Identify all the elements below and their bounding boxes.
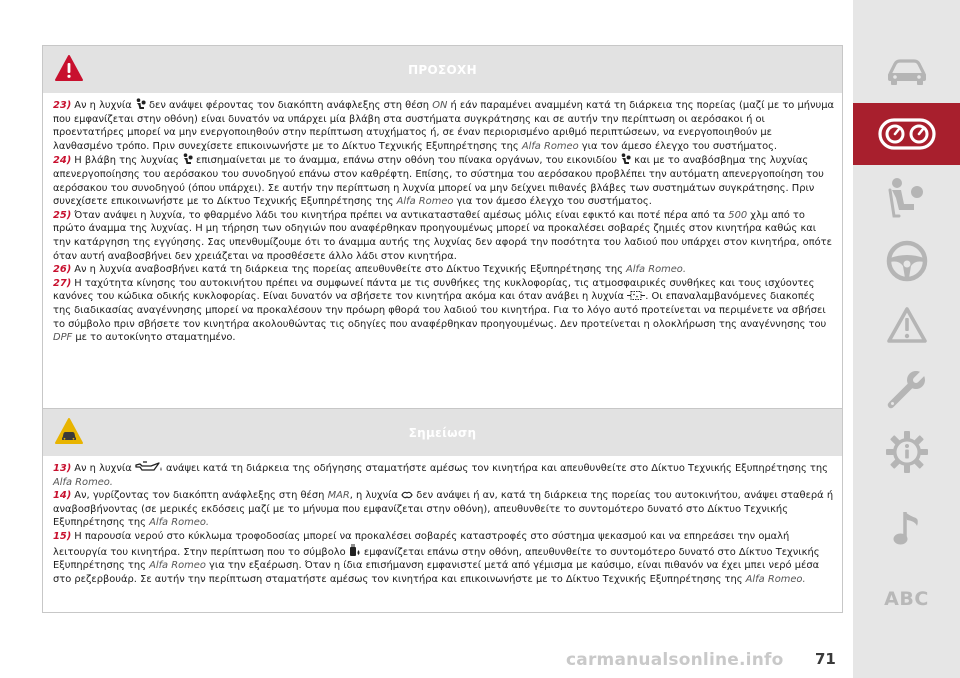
warning-item-23: 23) Αν η λυχνία δεν ανάψει φέροντας τον διακόπτη ανάφλεξης στη θέση ON ή εάν παραμένει αναμμένη κατά τη διάρκεια της πορείας (μαζί με το μήνυμα που εμφανίζεται στην οθόνη) είναι δυνατόν να υπάρχει μία βλάβη στα συστήματα συγκράτησης και σε αυτήν την περίπτωση οι αερόσακοι ή οι προεντατήρες μπορεί να μην ενεργοποιηθούν στην περίπτωση ατυχήματος ή, σε έναν περιορισμένο αριθμό περιπτώσεων, να ενεργοποιηθούν με λανθασμένο τρόπο. Πριν συνεχίσετε επικοινωνήστε με το Δίκτυο Τεχνικής Εξυπηρέτησης της Alfa Romeo για τον άμεσο έλεγχο του συστήματος. xyxy=(53,100,835,152)
sidebar-item-technical[interactable] xyxy=(853,421,960,483)
glow-plug-icon xyxy=(401,490,413,500)
water-in-fuel-icon xyxy=(349,544,361,557)
note-title: Σημείωση xyxy=(408,425,477,440)
wrench-icon xyxy=(886,368,928,410)
warning-item-27: 27) Η ταχύτητα κίνησης του αυτοκινήτου πρέπει να συμφωνεί πάντα με τις συνθήκες της κυκλοφορίας, τις ατμοσφαιρικές συνθήκες και τους ισχύοντες κανόνες του κώδικα οδικής κυκλοφορίας. Είναι δυνατόν να σβήσετε τον κινητήρα ακόμα και όταν ανάβει η λυχνία . Οι επαναλαμβανόμενες διακοπές της διαδικασίας αναγέννησης μπορεί να προκαλέσουν την πρόωρη φθορά του λαδιού του κινητήρα. Για το λόγο αυτό προτείνεται να περιμένετε να σβήσει το σύμβολο πριν σβήσετε τον κινητήρα ακολουθώντας τις οδηγίες που αναφέρθηκαν προηγουμένως. Δεν προτείνεται η ολοκλήρωση της αναγέννησης του DPF με το αυτοκίνητο σταματημένο. xyxy=(53,277,827,344)
warning-item-26: 26) Αν η λυχνία αναβοσβήνει κατά τη διάρκεια της πορείας απευθυνθείτε στο Δίκτυο Τεχνικής Εξυπηρέτησης της Alfa Romeo. xyxy=(53,264,686,276)
note-header xyxy=(43,409,842,456)
airbag-fault-icon xyxy=(620,153,631,165)
abc-index-label: ABC xyxy=(884,588,929,610)
airbag-warning-icon xyxy=(182,153,193,165)
chapter-sidebar xyxy=(853,0,960,678)
car-note-icon xyxy=(54,417,84,447)
dashboard-gauges-icon xyxy=(878,116,936,152)
page-number: 71 xyxy=(815,650,836,668)
gear-info-icon xyxy=(885,430,929,474)
steering-wheel-icon xyxy=(885,239,929,283)
sidebar-item-emergency[interactable] xyxy=(853,294,960,356)
note-item-14: 14) Αν, γυρίζοντας τον διακόπτη ανάφλεξης στη θέση MAR, η λυχνία δεν ανάψει ή αν, κατά τη διάρκεια της πορείας του αυτοκινήτου, ανάψει σταθερά ή αναβοσβήνοντας (σε μερικές εκδόσεις μαζί με το μήνυμα που εμφανίζεται στην οθόνη), απευθυνθείτε το συντομότερο δυνατό στο Δίκτυο Τεχνικής Εξυπηρέτησης της Alfa Romeo. xyxy=(53,490,834,529)
warning-item-25: 25) Όταν ανάψει η λυχνία, το φθαρμένο λάδι του κινητήρα πρέπει να αντικατασταθεί αμέσως μόλις είναι εφικτό και ποτέ πέρα από τα 500 χλμ από το πρώτο άναμμα της λυχνίας. Η μη τήρηση των οδηγιών που αναφέρθηκαν προηγουμένως μπορεί να προκαλέσει σοβαρές ζημιές στον κινητήρα καθώς και την κατάργηση της εγγύησης. Σας υπενθυμίζουμε ότι το άναμμα αυτής της λυχνίας δεν αφορά την ποσότητα του λαδιού που υπάρχει στον κινητήρα, οπότε όταν αυτή αναβοσβήνει δεν χρειάζεται να προσθέσετε άλλο λάδι στον κινητήρα. xyxy=(53,209,832,262)
sidebar-item-dashboard[interactable] xyxy=(853,103,960,165)
music-note-icon xyxy=(892,508,922,548)
sidebar-item-multimedia[interactable] xyxy=(853,497,960,559)
note-item-13: 13) Αν η λυχνία ανάψει κατά τη διάρκεια της οδήγησης σταματήστε αμέσως τον κινητήρα και απευθυνθείτε στο Δίκτυο Τεχνικής Εξυπηρέτησης της Alfa Romeo. xyxy=(53,463,828,488)
dpf-filter-icon xyxy=(627,290,645,301)
sidebar-item-index[interactable] xyxy=(853,568,960,630)
oil-pressure-icon xyxy=(135,461,163,473)
car-icon xyxy=(886,56,928,86)
sidebar-item-car[interactable] xyxy=(853,40,960,102)
airbag-person-icon xyxy=(887,176,927,218)
warning-triangle-icon xyxy=(886,306,928,344)
warning-header xyxy=(43,46,842,93)
warning-box xyxy=(42,45,843,409)
airbag-warning-icon xyxy=(135,98,146,110)
note-box xyxy=(42,408,843,613)
note-item-15: 15) Η παρουσία νερού στο κύκλωμα τροφοδοσίας μπορεί να προκαλέσει σοβαρές καταστροφές στο σύστημα ψεκασμού και να επηρεάσει την ομαλή λειτουργία του κινητήρα. Στην περίπτωση που το σύμβολο εμφανίζεται επάνω στην οθόνη, απευθυνθείτε το συντομότερο δυνατό στο Δίκτυο Τεχνικής Εξυπηρέτησης της Alfa Romeo για την εξαέρωση. Όταν η ίδια επισήμανση εμφανιστεί μετά από γέμισμα με καύσιμο, είναι πιθανόν να έχει μπει νερό μέσα στο ρεζερβουάρ. Σε αυτήν την περίπτωση σταματήστε αμέσως τον κινητήρα και επικοινωνήστε με το Δίκτυο Τεχνικής Εξυπηρέτησης της Alfa Romeo. xyxy=(53,530,820,585)
sidebar-item-driving[interactable] xyxy=(853,230,960,292)
sidebar-item-safety[interactable] xyxy=(853,166,960,228)
watermark: carmanualsonline.info xyxy=(566,650,784,670)
warning-triangle-icon xyxy=(54,54,84,84)
warning-title: ΠΡΟΣΟΧΗ xyxy=(408,62,477,77)
warning-item-24: 24) Η βλάβη της λυχνίας επισημαίνεται με το άναμμα, επάνω στην οθόνη του πίνακα οργάνων, του εικονιδίου και με το αναβόσβημα της λυχνίας απενεργοποίησης του αερόσακου του συνοδηγού επάνω στον καθρέφτη. Επίσης, το σύστημα του αερόσακου προβλέπει την αυτόματη απενεργοποίηση του αερόσακου του συνοδηγού (όπου υπάρχει). Σε αυτήν την περίπτωση η λυχνία μπορεί να μην δείχνει πιθανές βλάβες των συστημάτων συγκράτησης. Πριν συνεχίσετε επικοινωνήστε με το Δίκτυο Τεχνικής Εξυπηρέτησης της Alfa Romeo για τον άμεσο έλεγχο του συστήματος. xyxy=(53,155,824,208)
sidebar-item-maintenance[interactable] xyxy=(853,358,960,420)
